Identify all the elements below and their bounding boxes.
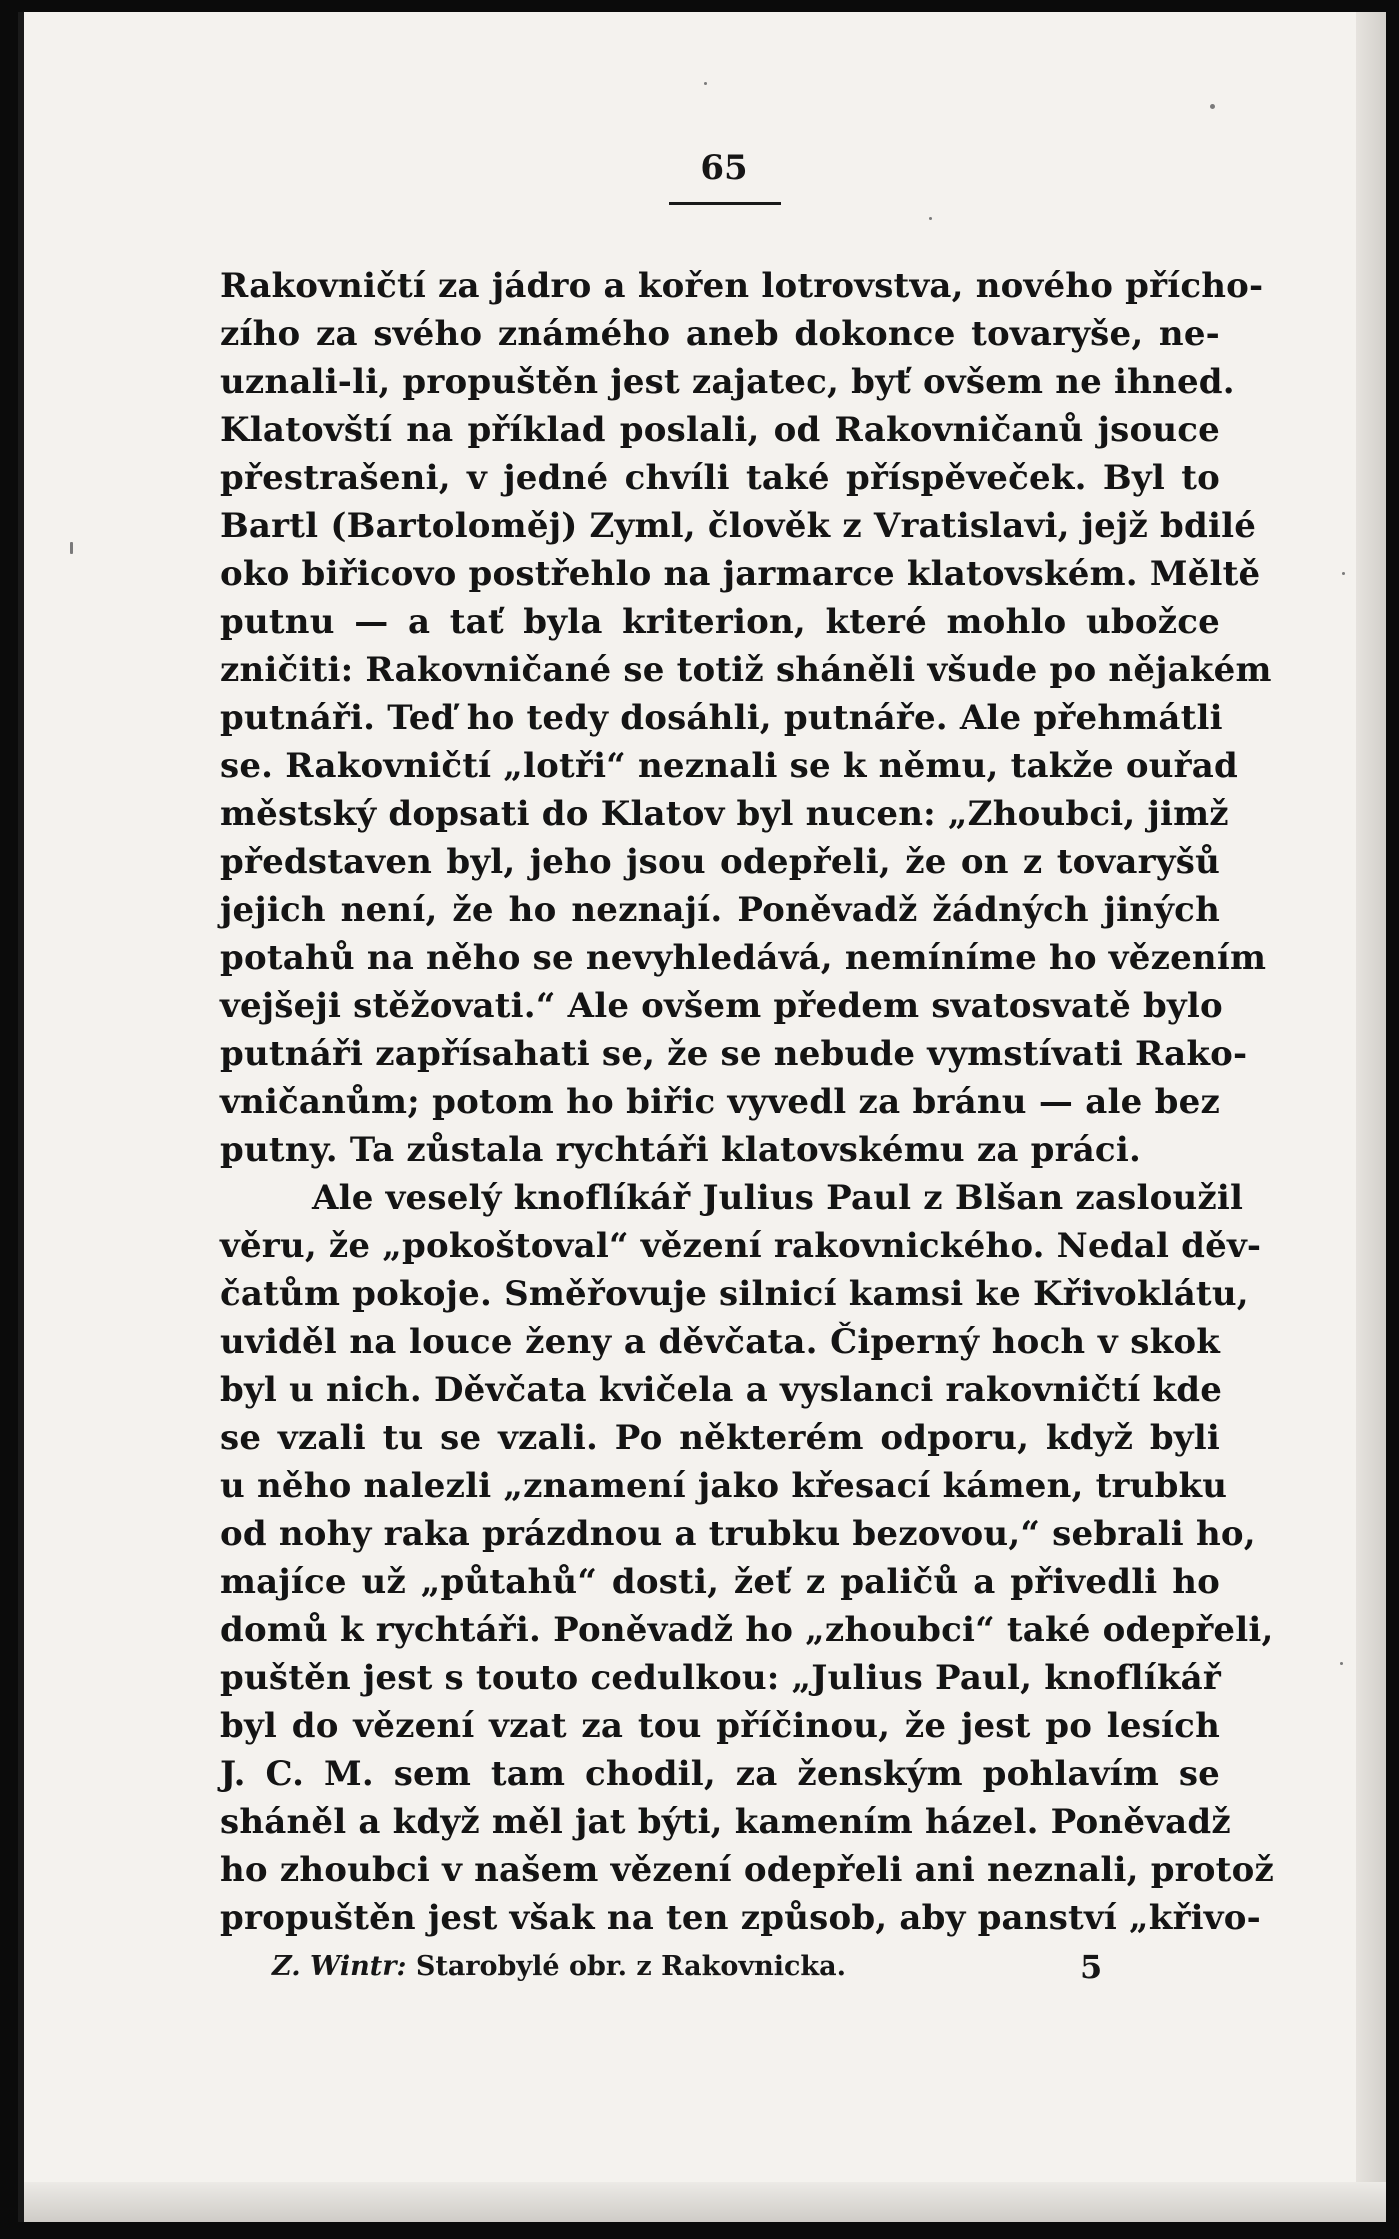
text-line: vničanům; potom ho biřic vyvedl za bránu — ale bez (220, 1082, 1220, 1122)
text-line: uviděl na louce ženy a děvčata. Čiperný hoch v skok (220, 1322, 1220, 1362)
footer-title: Starobylé obr. z Rakovnicka. (415, 1951, 846, 1982)
text-line: putny. Ta zůstala rychtáři klatovskému za práci. (220, 1130, 1141, 1170)
text-line: putnáři. Teď ho tedy dosáhli, putnáře. Ale přehmátli (220, 698, 1223, 738)
footer-author: Z. Wintr: (272, 1951, 407, 1982)
text-line: u něho nalezli „znamení jako křesací kámen, trubku (220, 1466, 1228, 1506)
text-line: Rakovničtí za jádro a kořen lotrovstva, nového přícho- (220, 266, 1264, 306)
text-line: Klatovští na příklad poslali, od Rakovničanů jsouce (220, 410, 1220, 450)
text-line: od nohy raka prázdnou a trubku bezovou,“ sebrali ho, (220, 1514, 1256, 1554)
text-line: byl u nich. Děvčata kvičela a vyslanci rakovničtí kde (220, 1370, 1223, 1410)
text-line: městský dopsati do Klatov byl nucen: „Zhoubci, jimž (220, 794, 1229, 834)
body-text (220, 262, 1274, 1942)
paper-speck (1340, 1662, 1343, 1665)
paper-speck (70, 542, 73, 554)
page-edge-shadow (1356, 12, 1386, 2222)
footer-citation (272, 1946, 846, 1988)
text-line: jejich není, že ho neznají. Poněvadž žádných jiných (220, 890, 1220, 930)
text-line: majíce už „půtahů“ dosti, žeť z paličů a přivedli ho (220, 1562, 1220, 1602)
text-line: domů k rychtáři. Poněvadž ho „zhoubci“ také odepřeli, (220, 1610, 1274, 1650)
paragraph-2 (220, 1174, 1274, 1942)
text-line: putnáři zapřísahati se, že se nebude vymstívati Rako- (220, 1034, 1248, 1074)
text-line: byl do vězení vzat za tou příčinou, že jest po lesích (220, 1706, 1220, 1746)
text-line: zničiti: Rakovničané se totiž sháněli všude po nějakém (220, 650, 1272, 690)
page-footer (220, 1946, 1220, 1988)
page-number-rule (669, 202, 781, 205)
text-line: puštěn jest s touto cedulkou: „Julius Paul, knoflíkář (220, 1658, 1221, 1698)
text-line: uznali-li, propuštěn jest zajatec, byť ovšem ne ihned. (220, 362, 1235, 402)
signature-mark: 5 (1080, 1948, 1103, 1986)
text-line: zího za svého známého aneb dokonce tovaryše, ne- (220, 314, 1220, 354)
page-number: 65 (700, 148, 748, 188)
text-line: Ale veselý knoflíkář Julius Paul z Blšan zasloužil (312, 1178, 1244, 1218)
paragraph-1 (220, 262, 1272, 1174)
text-line: ho zhoubci v našem vězení odepřeli ani neznali, protož (220, 1850, 1274, 1890)
page-bottom-shadow (24, 2182, 1386, 2222)
text-line: potahů na něho se nevyhledává, nemíníme ho vězením (220, 938, 1267, 978)
text-line: J. C. M. sem tam chodil, za ženským pohlavím se (220, 1754, 1220, 1794)
paper-speck (929, 217, 932, 220)
text-line: se. Rakovničtí „lotři“ neznali se k němu, takže ouřad (220, 746, 1238, 786)
text-line: sháněl a když měl jat býti, kamením házel. Poněvadž (220, 1802, 1231, 1842)
text-line: vejšeji stěžovati.“ Ale ovšem předem svatosvatě bylo (220, 986, 1223, 1026)
text-line: propuštěn jest však na ten způsob, aby panství „křivo- (220, 1898, 1261, 1938)
text-line: přestrašeni, v jedné chvíli také příspěveček. Byl to (220, 458, 1220, 498)
text-line: Bartl (Bartoloměj) Zyml, člověk z Vratislavi, jejž bdilé (220, 506, 1257, 546)
book-page (18, 12, 1386, 2222)
text-line: putnu — a tať byla kriterion, které mohlo ubožce (220, 602, 1220, 642)
paper-speck (1342, 572, 1345, 575)
text-line: představen byl, jeho jsou odepřeli, že on z tovaryšů (220, 842, 1220, 882)
text-line: čatům pokoje. Směřovuje silnicí kamsi ke Křivoklátu, (220, 1274, 1249, 1314)
text-line: se vzali tu se vzali. Po některém odporu, když byli (220, 1418, 1220, 1458)
text-line: věru, že „pokoštoval“ vězení rakovnického. Nedal děv- (220, 1226, 1262, 1266)
paper-speck (1210, 104, 1215, 109)
text-line: oko biřicovo postřehlo na jarmarce klatovském. Měltě (220, 554, 1261, 594)
paper-speck (704, 82, 707, 85)
